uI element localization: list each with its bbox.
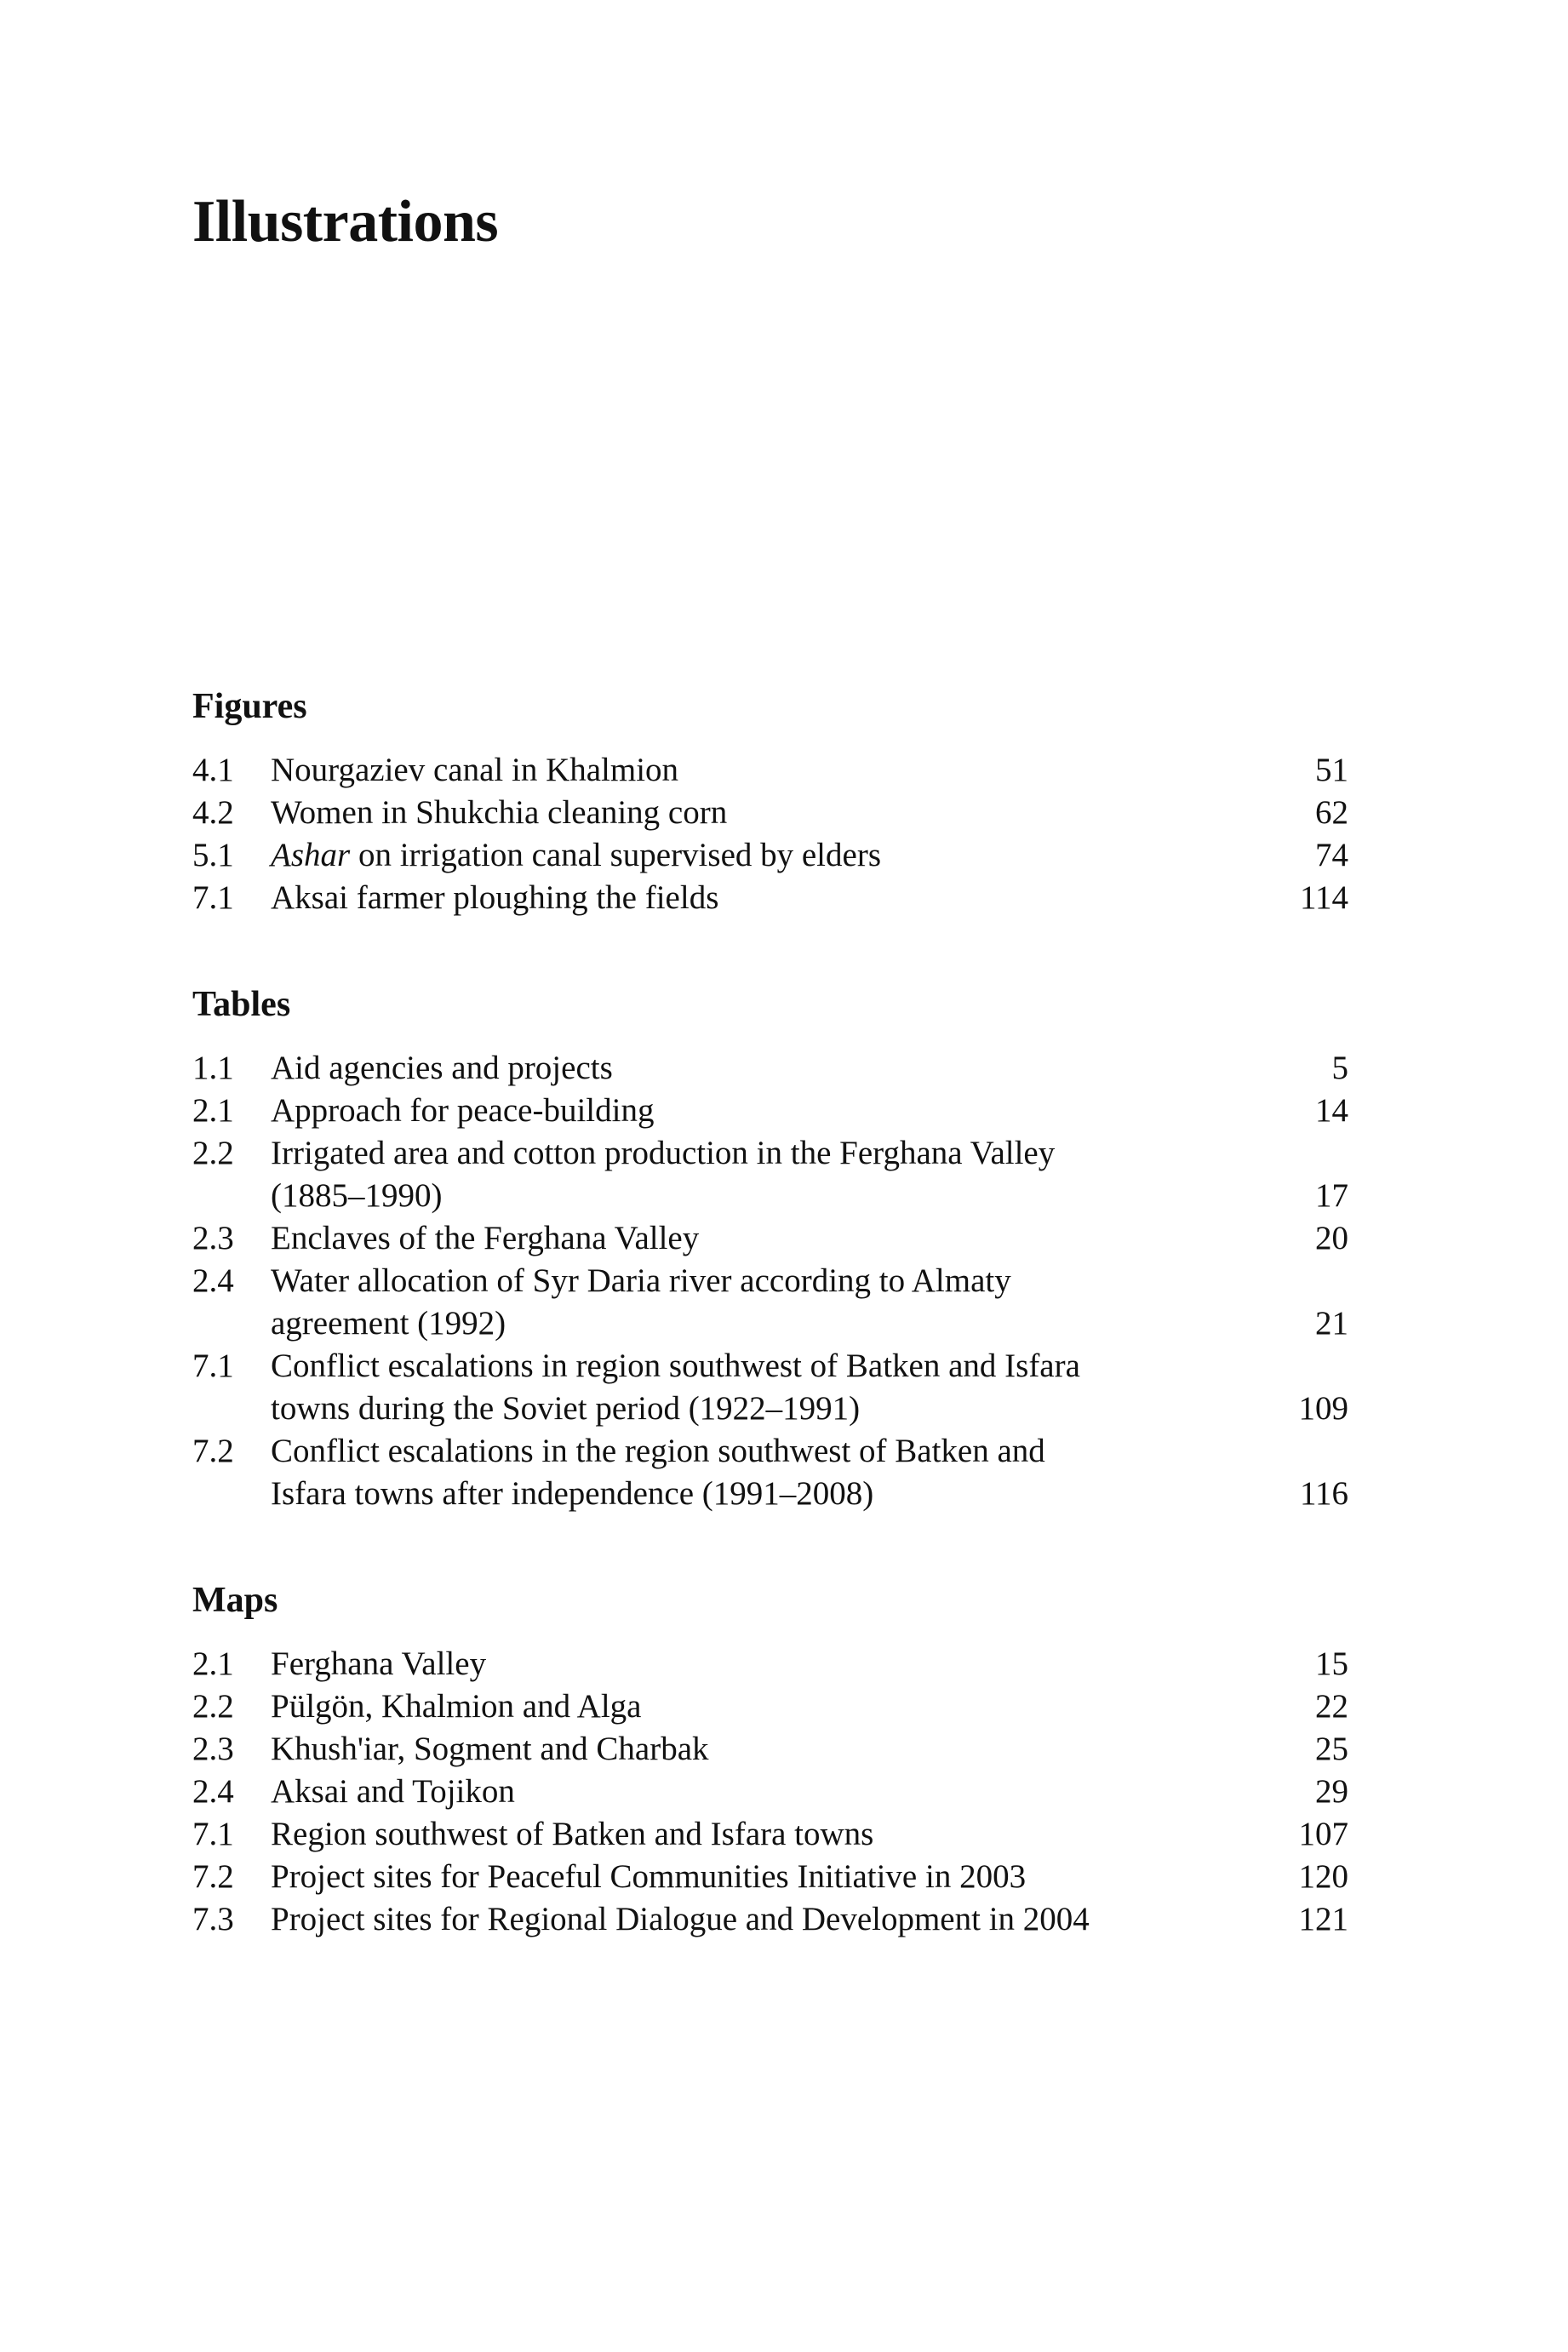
entry-page-number: 22	[1315, 1688, 1348, 1725]
entry-title: Aksai and Tojikon	[271, 1773, 515, 1810]
figures-section	[192, 685, 1348, 919]
entry-title-italic: Ashar	[271, 837, 351, 873]
entry-title: Conflict escalations in region southwest of Batken and Isfara towns during the Soviet period (1922–1991)	[271, 1348, 1080, 1427]
entry-page-number: 62	[1315, 794, 1348, 831]
entry-number: 2.4	[192, 1773, 234, 1810]
entry-page-number: 107	[1298, 1816, 1348, 1852]
table-entry[interactable]	[192, 1090, 1348, 1132]
page-title: Illustrations	[192, 189, 499, 255]
tables-heading: Tables	[192, 985, 291, 1024]
entry-number: 7.1	[192, 1348, 234, 1384]
entry-title: Water allocation of Syr Daria river according to Almaty agreement (1992)	[271, 1262, 1011, 1342]
map-entry[interactable]	[192, 1643, 1348, 1685]
entry-page-number: 51	[1315, 752, 1348, 788]
entry-number: 1.1	[192, 1050, 234, 1086]
entry-title: Aksai farmer ploughing the fields	[271, 879, 719, 916]
entry-page-number: 15	[1315, 1645, 1348, 1682]
entry-page-number: 17	[1315, 1177, 1348, 1214]
table-entry[interactable]	[192, 1217, 1348, 1260]
entry-page-number: 25	[1315, 1731, 1348, 1767]
entry-page-number: 121	[1298, 1901, 1348, 1937]
entry-title: Aid agencies and projects	[271, 1050, 613, 1086]
entry-number: 4.1	[192, 752, 234, 788]
figure-entry[interactable]	[192, 749, 1348, 792]
entry-number: 7.2	[192, 1858, 234, 1895]
entry-title: Nourgaziev canal in Khalmion	[271, 752, 679, 788]
entry-title: Approach for peace-building	[271, 1092, 655, 1129]
entry-page-number: 21	[1315, 1305, 1348, 1342]
entry-page-number: 120	[1298, 1858, 1348, 1895]
table-entry[interactable]	[192, 1132, 1348, 1217]
entry-number: 2.3	[192, 1220, 234, 1256]
entry-page-number: 5	[1331, 1050, 1348, 1086]
tables-section	[192, 983, 1348, 1515]
entry-title: Pülgön, Khalmion and Alga	[271, 1688, 642, 1725]
table-entry[interactable]	[192, 1047, 1348, 1090]
entry-title: Irrigated area and cotton production in the Ferghana Valley (1885–1990)	[271, 1135, 1056, 1214]
entry-number: 2.2	[192, 1135, 234, 1171]
entry-title: Ferghana Valley	[271, 1645, 487, 1682]
entry-title: on irrigation canal supervised by elders	[350, 837, 881, 873]
entry-number: 2.2	[192, 1688, 234, 1725]
entry-page-number: 20	[1315, 1220, 1348, 1256]
entry-title: Khush'iar, Sogment and Charbak	[271, 1731, 709, 1767]
maps-heading: Maps	[192, 1581, 278, 1620]
figures-heading: Figures	[192, 687, 307, 726]
entry-title: Project sites for Peaceful Communities Initiative in 2003	[271, 1858, 1027, 1895]
entry-number: 2.3	[192, 1731, 234, 1767]
entry-number: 7.2	[192, 1433, 234, 1469]
entry-title: Conflict escalations in the region southwest of Batken and Isfara towns after independence (1991–2008)	[271, 1433, 1045, 1512]
map-entry[interactable]	[192, 1813, 1348, 1856]
map-entry[interactable]	[192, 1685, 1348, 1728]
entry-title: Region southwest of Batken and Isfara towns	[271, 1816, 874, 1852]
entry-number: 7.1	[192, 879, 234, 916]
entry-page-number: 14	[1315, 1092, 1348, 1129]
entry-page-number: 74	[1315, 837, 1348, 873]
entry-page-number: 116	[1299, 1475, 1348, 1512]
entry-title-wrapper	[271, 834, 1246, 877]
entry-title: Enclaves of the Ferghana Valley	[271, 1220, 700, 1256]
map-entry[interactable]	[192, 1771, 1348, 1813]
entry-number: 2.1	[192, 1092, 234, 1129]
entry-number: 7.1	[192, 1816, 234, 1852]
figure-entry[interactable]	[192, 834, 1348, 877]
table-entry[interactable]	[192, 1430, 1348, 1515]
entry-page-number: 114	[1299, 879, 1348, 916]
entry-page-number: 29	[1315, 1773, 1348, 1810]
map-entry[interactable]	[192, 1898, 1348, 1941]
entry-page-number: 109	[1298, 1390, 1348, 1427]
map-entry[interactable]	[192, 1728, 1348, 1771]
table-entry[interactable]	[192, 1260, 1348, 1345]
entry-title: Project sites for Regional Dialogue and Development in 2004	[271, 1901, 1090, 1937]
entry-title: Women in Shukchia cleaning corn	[271, 794, 728, 831]
entry-number: 2.4	[192, 1262, 234, 1299]
table-entry[interactable]	[192, 1345, 1348, 1430]
figure-entry[interactable]	[192, 877, 1348, 919]
entry-number: 2.1	[192, 1645, 234, 1682]
entry-number: 4.2	[192, 794, 234, 831]
entry-number: 5.1	[192, 837, 234, 873]
entry-number: 7.3	[192, 1901, 234, 1937]
maps-section	[192, 1579, 1348, 1941]
map-entry[interactable]	[192, 1856, 1348, 1898]
figure-entry[interactable]	[192, 792, 1348, 834]
